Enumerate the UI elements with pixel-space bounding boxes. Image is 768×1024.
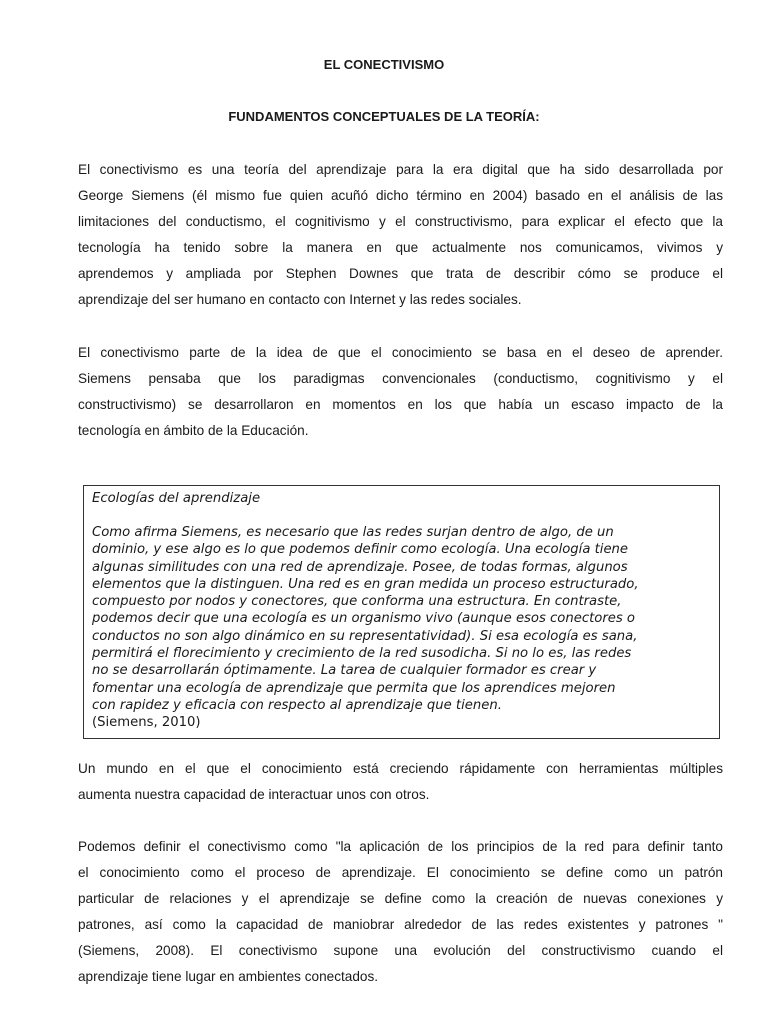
- quote-line: elementos que la distinguen. Una red es en gran medida un proceso estructurado,: [92, 576, 639, 592]
- quote-line: permitirá el florecimiento y crecimiento de la red susodicha. Si no lo es, las redes: [92, 646, 632, 662]
- text-line: George Siemens (él mismo fue quien acuñó dicho término en 2004) basado en el análisis de las: [78, 188, 723, 203]
- text-line: patrones, así como la capacidad de maniobrar alrededor de las redes existentes y patrones ": [78, 917, 723, 932]
- quote-line: fomentar una ecología de aprendizaje que permita que los aprendices mejoren: [92, 680, 616, 696]
- quote-line: conductos no son algo dinámico en su representatividad). Si esa ecología es sana,: [92, 628, 638, 644]
- quote-citation: (Siemens, 2010): [92, 715, 201, 731]
- quote-line: Como afirma Siemens, es necesario que las redes surjan dentro de algo, de un: [92, 525, 614, 540]
- quote-box-body: [92, 524, 711, 714]
- text-line: aprendemos y ampliada por Stephen Downes que trata de describir cómo se produce el: [78, 266, 723, 281]
- text-line: El conectivismo es una teoría del aprendizaje para la era digital que ha sido desarrollada por: [78, 162, 723, 177]
- text-line: limitaciones del conductismo, el cognitivismo y el constructivismo, para explicar el efecto que la: [78, 214, 723, 229]
- quote-box-heading: Ecologías del aprendizaje: [92, 491, 261, 506]
- text-line: aumenta nuestra capacidad de interactuar unos con otros.: [78, 787, 430, 802]
- quote-line: no se desarrollarán óptimamente. La tarea de cualquier formador es crear y: [92, 663, 597, 679]
- document-title: EL CONECTIVISMO: [323, 57, 445, 72]
- quote-line: podemos decir que una ecología es un organismo vivo (aunque esos conectores o: [92, 611, 636, 627]
- text-line: constructivismo) se desarrollaron en momentos en los que había un escaso impacto de la: [78, 397, 723, 412]
- quote-line: con rapidez y eficacia con respecto al aprendizaje que tienen.: [92, 697, 502, 713]
- paragraph-4: [78, 834, 723, 990]
- text-line: (Siemens, 2008). El conectivismo supone una evolución del constructivismo cuando el: [78, 943, 723, 958]
- quote-line: compuesto por nodos y conectores, que conforma una estructura. En contraste,: [92, 594, 622, 610]
- quote-line: dominio, y ese algo es lo que podemos definir como ecología. Una ecología tiene: [92, 542, 629, 558]
- text-line: aprendizaje del ser humano en contacto con Internet y las redes sociales.: [78, 292, 522, 307]
- section-heading: FUNDAMENTOS CONCEPTUALES DE LA TEORÍA:: [228, 109, 540, 124]
- text-line: Siemens pensaba que los paradigmas convencionales (conductismo, cognitivismo y el: [78, 371, 723, 386]
- text-line: El conectivismo parte de la idea de que el conocimiento se basa en el deseo de aprender.: [78, 345, 723, 360]
- text-line: aprendizaje tiene lugar en ambientes conectados.: [78, 969, 379, 984]
- text-line: Podemos definir el conectivismo como "la aplicación de los principios de la red para definir tanto: [78, 839, 723, 854]
- paragraph-1: [78, 157, 723, 313]
- quote-line: algunas similitudes con una red de aprendizaje. Posee, de todas formas, algunos: [92, 559, 628, 575]
- text-line: el conocimiento como el proceso de aprendizaje. El conocimiento se define como un patrón: [78, 865, 723, 880]
- text-line: tecnología ha tenido sobre la manera en que actualmente nos comunicamos, vivimos y: [78, 240, 723, 255]
- text-line: Un mundo en el que el conocimiento está creciendo rápidamente con herramientas múltiples: [78, 761, 723, 776]
- text-line: particular de relaciones y el aprendizaje se define como la creación de nuevas conexiones y: [78, 891, 723, 906]
- paragraph-3: [78, 756, 723, 808]
- paragraph-2: [78, 340, 723, 444]
- quote-box: [83, 485, 720, 739]
- text-line: tecnología en ámbito de la Educación.: [78, 423, 309, 438]
